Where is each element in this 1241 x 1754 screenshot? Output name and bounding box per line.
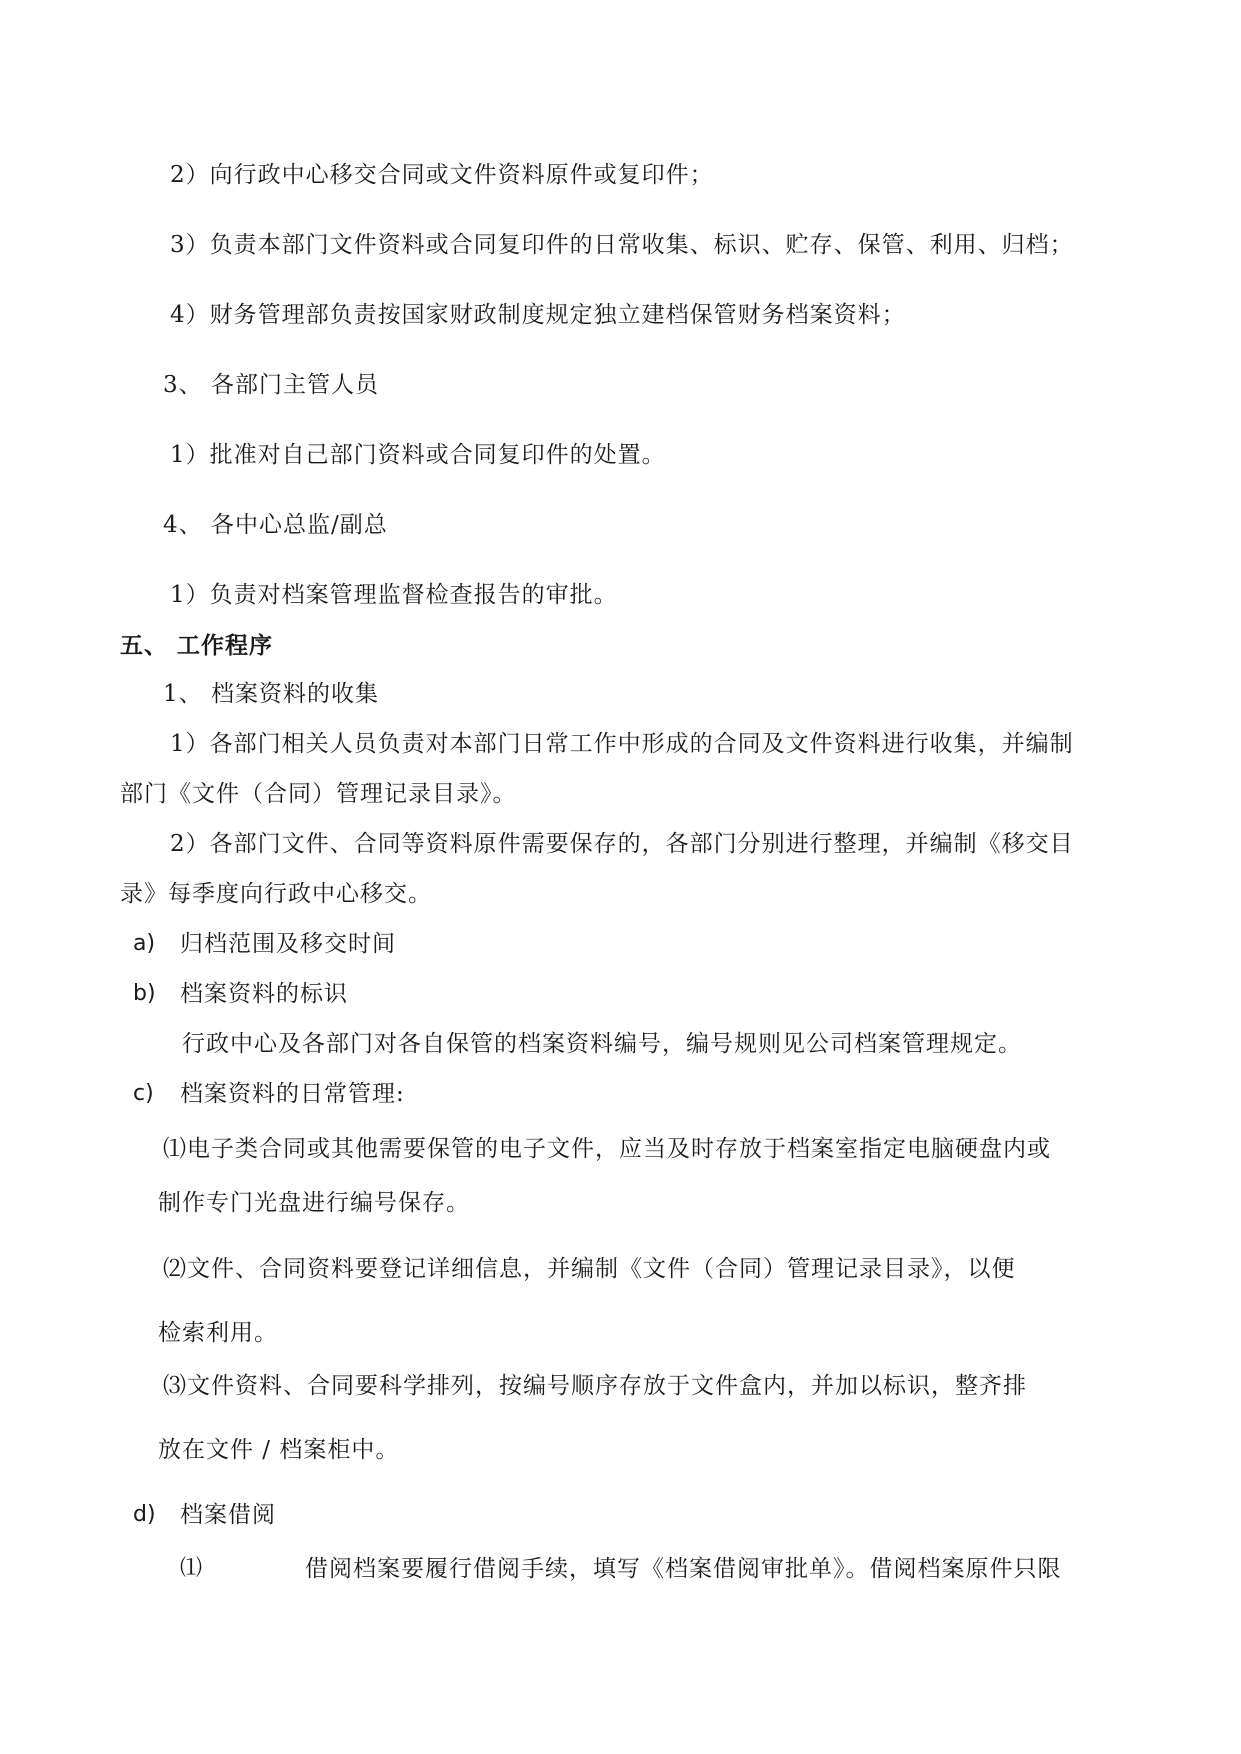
text-line: 3、 各部门主管人员 [163,372,379,398]
list-marker: a) [133,931,156,956]
text-line: 1）批准对自己部门资料或合同复印件的处置。 [170,442,666,468]
text-line: 行政中心及各部门对各自保管的档案资料编号，编号规则见公司档案管理规定。 [182,1031,1022,1057]
text-line: 4、 各中心总监/副总 [163,512,388,538]
list-marker: b) [133,981,156,1006]
text-line: 档案借阅 [180,1502,276,1528]
text-line: 录》每季度向行政中心移交。 [120,881,432,907]
text-line: 放在文件 / 档案柜中。 [158,1437,400,1463]
list-marker: c) [133,1081,154,1106]
text-line: 部门《文件（合同）管理记录目录》。 [120,781,517,807]
text-line: 检索利用。 [158,1320,278,1346]
text-line: 1）各部门相关人员负责对本部门日常工作中形成的合同及文件资料进行收集，并编制 [170,731,1074,757]
text-line: 2）向行政中心移交合同或文件资料原件或复印件； [170,162,714,188]
text-line: ⑴电子类合同或其他需要保管的电子文件，应当及时存放于档案室指定电脑硬盘内或 [163,1136,1051,1162]
text-line: 制作专门光盘进行编号保存。 [158,1190,470,1216]
text-line: 档案资料的日常管理: [180,1081,405,1107]
text-line: 档案资料的标识 [180,981,348,1007]
text-line: 1、 档案资料的收集 [163,681,379,707]
list-marker: d) [133,1502,156,1527]
list-marker: ⑴ [180,1556,203,1581]
text-line: 3）负责本部门文件资料或合同复印件的日常收集、标识、贮存、保管、利用、归档； [170,232,1074,258]
text-line: 2）各部门文件、合同等资料原件需要保存的，各部门分别进行整理，并编制《移交目 [170,831,1074,857]
text-line: 借阅档案要履行借阅手续，填写《档案借阅审批单》。借阅档案原件只限 [305,1556,1062,1582]
text-line: 4）财务管理部负责按国家财政制度规定独立建档保管财务档案资料； [170,302,906,328]
section-heading: 五、 工作程序 [120,633,274,659]
text-line: 归档范围及移交时间 [180,931,396,957]
text-line: 1）负责对档案管理监督检查报告的审批。 [170,582,618,608]
text-line: ⑶文件资料、合同要科学排列，按编号顺序存放于文件盒内，并加以标识，整齐排 [163,1373,1027,1399]
text-line: ⑵文件、合同资料要登记详细信息，并编制《文件（合同）管理记录目录》，以便 [163,1256,1016,1282]
